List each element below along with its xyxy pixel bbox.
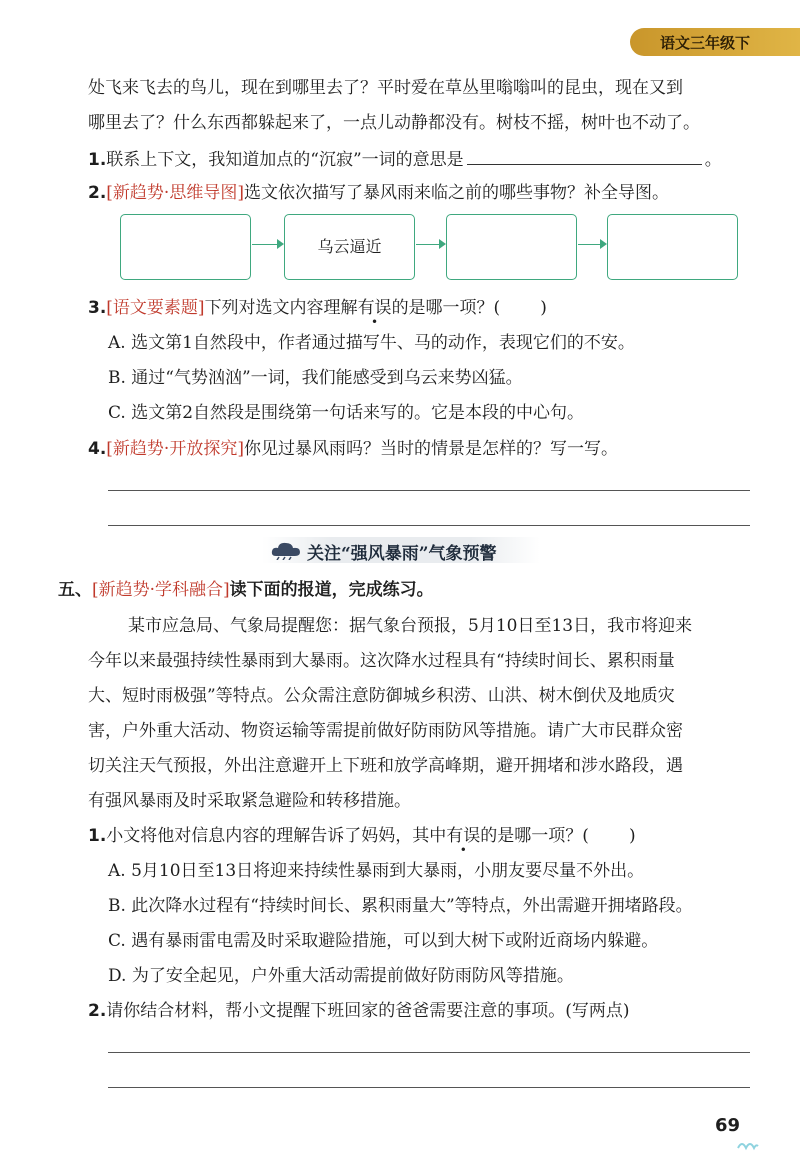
question-number: 2. — [88, 183, 107, 203]
question-tag: [新趋势·开放探究] — [106, 439, 244, 459]
option: D. 为了安全起见，户外重大活动需提前做好防雨防风等措施。 — [108, 966, 574, 986]
mindmap-box-4[interactable] — [607, 214, 738, 280]
option: C. 选文第2自然段是围绕第一句话来写的。它是本段的中心句。 — [108, 403, 585, 423]
arrow-icon — [416, 244, 444, 245]
mindmap-box-3[interactable] — [446, 214, 577, 280]
answer-line[interactable] — [108, 1087, 750, 1088]
question-3 — [88, 296, 547, 320]
paren-close: ) — [540, 298, 547, 318]
report-line: 切关注天气预报，外出注意避开上下班和放学高峰期，避开拥堵和涉水路段，遇 — [88, 756, 683, 776]
answer-blank[interactable] — [467, 146, 702, 165]
question-text: 选文依次描写了暴风雨来临之前的哪些事物？补全导图。 — [243, 183, 669, 203]
mindmap-box-2: 乌云逼近 — [284, 214, 415, 280]
question-number: 1. — [88, 826, 107, 846]
option: A. 选文第1自然段中，作者通过描写牛、马的动作，表现它们的不安。 — [108, 333, 635, 353]
page-number: 69 — [714, 1115, 740, 1136]
answer-line[interactable] — [108, 490, 750, 491]
question-text: 请你结合材料，帮小文提醒下班回家的爸爸需要注意的事项。(写两点) — [106, 1001, 630, 1021]
report-line: 有强风暴雨及时采取紧急避险和转移措施。 — [88, 791, 411, 811]
answer-line[interactable] — [108, 1052, 750, 1053]
question-tag: [新趋势·思维导图] — [106, 183, 244, 203]
cloud-icon — [270, 540, 302, 560]
passage-line: 处飞来飞去的鸟儿，现在到哪里去了？平时爱在草丛里嗡嗡叫的昆虫，现在又到 — [88, 78, 683, 98]
question-text: 你见过暴风雨吗？当时的情景是怎样的？写一写。 — [243, 439, 618, 459]
wave-icon — [736, 1138, 760, 1152]
question-number: 3. — [88, 298, 107, 318]
question-text: 小文将他对信息内容的理解告诉了妈妈，其中 — [106, 826, 447, 846]
option: C. 遇有暴雨雷电需及时采取避险措施，可以到大树下或附近商场内躲避。 — [108, 931, 659, 951]
question-tag: [语文要素题] — [106, 298, 205, 318]
grade-tag-text: 语文三年级下 — [660, 34, 751, 52]
question-1 — [88, 146, 722, 172]
section-5-heading — [58, 578, 434, 602]
question-text: 联系上下文，我知道加点的“沉寂”一词的意思是 — [106, 150, 464, 170]
option: B. 此次降水过程有“持续时间长、累积雨量大”等特点，外出需避开拥堵路段。 — [108, 896, 693, 916]
arrow-icon — [252, 244, 282, 245]
question-text: 下列对选文内容理解 — [204, 298, 358, 318]
option: B. 通过“气势汹汹”一词，我们能感受到乌云来势凶猛。 — [108, 368, 523, 388]
question-number: 4. — [88, 439, 107, 459]
section-banner — [262, 537, 540, 563]
section-title: 读下面的报道，完成练习。 — [229, 580, 434, 600]
report-line: 害，户外重大活动、物资运输等需提前做好防雨防风等措施。请广大市民群众密 — [88, 721, 683, 741]
emphasis-text: 有误 — [446, 826, 481, 846]
section-5-question-1 — [88, 824, 636, 848]
report-line: 大、短时雨极强”等特点。公众需注意防御城乡积涝、山洪、树木倒伏及地质灾 — [88, 686, 675, 706]
section-tag: [新趋势·学科融合] — [92, 580, 230, 600]
question-4 — [88, 437, 618, 461]
report-line: 某市应急局、气象局提醒您：据气象台预报，5月10日至13日，我市将迎来 — [128, 616, 693, 636]
paren-close: ) — [628, 826, 636, 846]
question-text: 的是哪一项？( — [480, 826, 589, 846]
emphasis-text: 有误 — [357, 298, 392, 318]
punct: 。 — [704, 150, 722, 170]
passage-line: 哪里去了？什么东西都躲起来了，一点儿动静都没有。树枝不摇，树叶也不动了。 — [88, 113, 700, 133]
banner-title: 关注“强风暴雨”气象预警 — [307, 544, 497, 564]
section-5-question-2 — [88, 999, 630, 1023]
arrow-icon — [578, 244, 605, 245]
option: A. 5月10日至13日将迎来持续性暴雨到大暴雨，小朋友要尽量不外出。 — [108, 861, 645, 881]
answer-line[interactable] — [108, 525, 750, 526]
question-2 — [88, 181, 669, 205]
grade-tag — [630, 28, 800, 56]
question-number: 2. — [88, 1001, 107, 1021]
report-line: 今年以来最强持续性暴雨到大暴雨。这次降水过程具有“持续时间长、累积雨量 — [88, 651, 675, 671]
section-number: 五、 — [58, 580, 92, 600]
question-number: 1. — [88, 150, 107, 170]
question-text: 的是哪一项？( — [391, 298, 501, 318]
mindmap-box-1[interactable] — [120, 214, 251, 280]
